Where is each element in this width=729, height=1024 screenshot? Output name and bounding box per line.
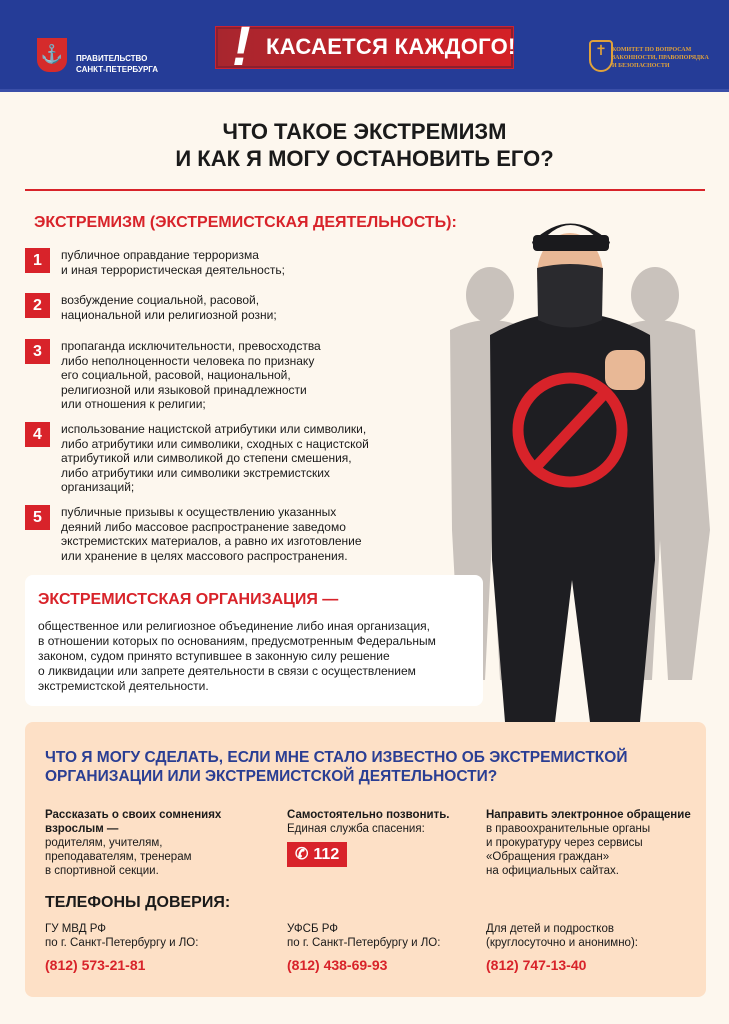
line: его социальной, расовой, национальной, [61,368,291,382]
line: Рассказать о своих сомнениях [45,809,222,821]
item-text [61,339,321,412]
item-number: 4 [25,422,50,447]
phone-link[interactable]: (812) 747-13-40 [486,957,587,973]
item-number: 3 [25,339,50,364]
line: УФСБ РФ [287,923,338,935]
page-title [0,118,729,172]
line: в правоохранительные органы [486,823,651,835]
line: в спортивной секции. [45,865,159,877]
line: публичное оправдание терроризма [61,248,259,262]
hotline-mvd [45,922,198,972]
action-online-appeal [486,808,691,878]
emergency-number: 112 [313,845,340,863]
line: возбуждение социальной, расовой, [61,293,260,307]
header [0,0,729,92]
line: преподавателям, тренерам [45,851,192,863]
organization-definition-card [25,575,483,706]
hotline-children [486,922,638,972]
line: и прокуратуру через сервисы [486,837,643,849]
item-number: 2 [25,293,50,318]
question-line1: ЧТО Я МОГУ СДЕЛАТЬ, ЕСЛИ МНЕ СТАЛО ИЗВЕСТНО ОБ ЭКСТРЕМИСТКОЙ [45,749,628,766]
line: Для детей и подростков [486,923,614,935]
line: атрибутикой или символикой до степени смешения, [61,451,352,465]
coat-of-arms-icon: ⚓ [37,38,67,72]
item-text [61,248,285,277]
line: либо атрибутики или символики, сходных с нацистской [61,436,369,451]
committee-logo-text [612,46,709,70]
committee-line1: КОМИТЕТ ПО ВОПРОСАМ [612,47,692,53]
hotline-fsb [287,922,440,972]
actions-question [45,748,627,786]
question-line2: ОРГАНИЗАЦИИ ИЛИ ЭКСТРЕМИСТСКОЙ ДЕЯТЕЛЬНОСТИ? [45,768,498,785]
line: «Обращения граждан» [486,851,610,863]
item-number: 1 [25,248,50,273]
line: законом, судом принято вступившее в законную силу решение [38,649,390,663]
line: экстремистской деятельности. [38,679,209,693]
banner-text: КАСАЕТСЯ КАЖДОГО! [266,34,516,59]
line: Единая служба спасения: [287,823,425,835]
gov-line2: САНКТ-ПЕТЕРБУРГА [76,65,159,74]
phone-icon: ✆ [295,845,309,863]
organization-text [38,619,470,694]
extremism-heading: ЭКСТРЕМИЗМ (ЭКСТРЕМИСТСКАЯ ДЕЯТЕЛЬНОСТЬ): [34,214,457,231]
line: религиозной или языковой принадлежности [61,382,307,397]
list-item [25,293,277,322]
line: Направить электронное обращение [486,809,691,821]
line: (круглосуточно и анонимно): [486,937,638,949]
line: и иная террористическая деятельность; [61,262,285,277]
phone-link[interactable]: (812) 573-21-81 [45,957,146,973]
line: пропаганда исключительности, превосходства [61,339,321,353]
list-item [25,422,369,495]
item-text [61,505,362,563]
line: либо атрибутики или символики экстремистских [61,465,330,480]
line: экстремистских материалов, а равно их изготовление [61,534,362,548]
line: Самостоятельно позвонить. [287,809,450,821]
line: взрослым — [45,823,119,835]
title-line1: ЧТО ТАКОЕ ЭКСТРЕМИЗМ [222,119,507,144]
line: по г. Санкт-Петербургу и ЛО: [287,937,441,949]
organization-heading: ЭКСТРЕМИСТСКАЯ ОРГАНИЗАЦИЯ — [38,591,339,608]
line: организаций; [61,480,135,494]
action-tell-adults [45,808,221,878]
title-line2: И КАК Я МОГУ ОСТАНОВИТЬ ЕГО? [175,146,554,171]
item-number: 5 [25,505,50,530]
line: национальной или религиозной розни; [61,307,277,322]
list-item [25,505,362,563]
exclamation-icon: ! [232,14,251,77]
line: в отношении которых по основаниям, предусмотренным Федеральным [38,634,436,648]
line: использование нацистской атрибутики или символики, [61,422,367,436]
emergency-call-button[interactable] [287,842,347,867]
committee-shield-icon: ✝ [589,40,613,72]
line: или хранение в целях массового распространения. [61,548,348,563]
government-logo-text [76,53,158,75]
committee-line2: ЗАКОННОСТИ, ПРАВОПОРЯДКА [612,55,709,61]
phone-link[interactable]: (812) 438-69-93 [287,957,388,973]
line: родителям, учителям, [45,837,163,849]
line: публичные призывы к осуществлению указанных [61,505,337,519]
line: или отношения к религии; [61,397,206,411]
hotlines-heading: ТЕЛЕФОНЫ ДОВЕРИЯ: [45,894,231,911]
committee-line3: И БЕЗОПАСНОСТИ [612,63,670,69]
list-item [25,248,285,277]
action-call [287,808,450,867]
main-figure [490,224,655,723]
item-text [61,293,277,322]
list-item [25,339,321,412]
line: на официальных сайтах. [486,865,619,877]
line: ГУ МВД РФ [45,923,106,935]
line: либо неполноценности человека по признаку [61,353,315,368]
line: деяний либо массовое распространение заведомо [61,519,346,534]
line: по г. Санкт-Петербургу и ЛО: [45,937,199,949]
divider [25,189,705,191]
line: о ликвидации или запрете деятельности в связи с осуществлением [38,664,416,678]
item-text [61,422,369,495]
gov-line1: ПРАВИТЕЛЬСТВО [76,54,148,63]
line: общественное или религиозное объединение либо иная организация, [38,619,431,633]
